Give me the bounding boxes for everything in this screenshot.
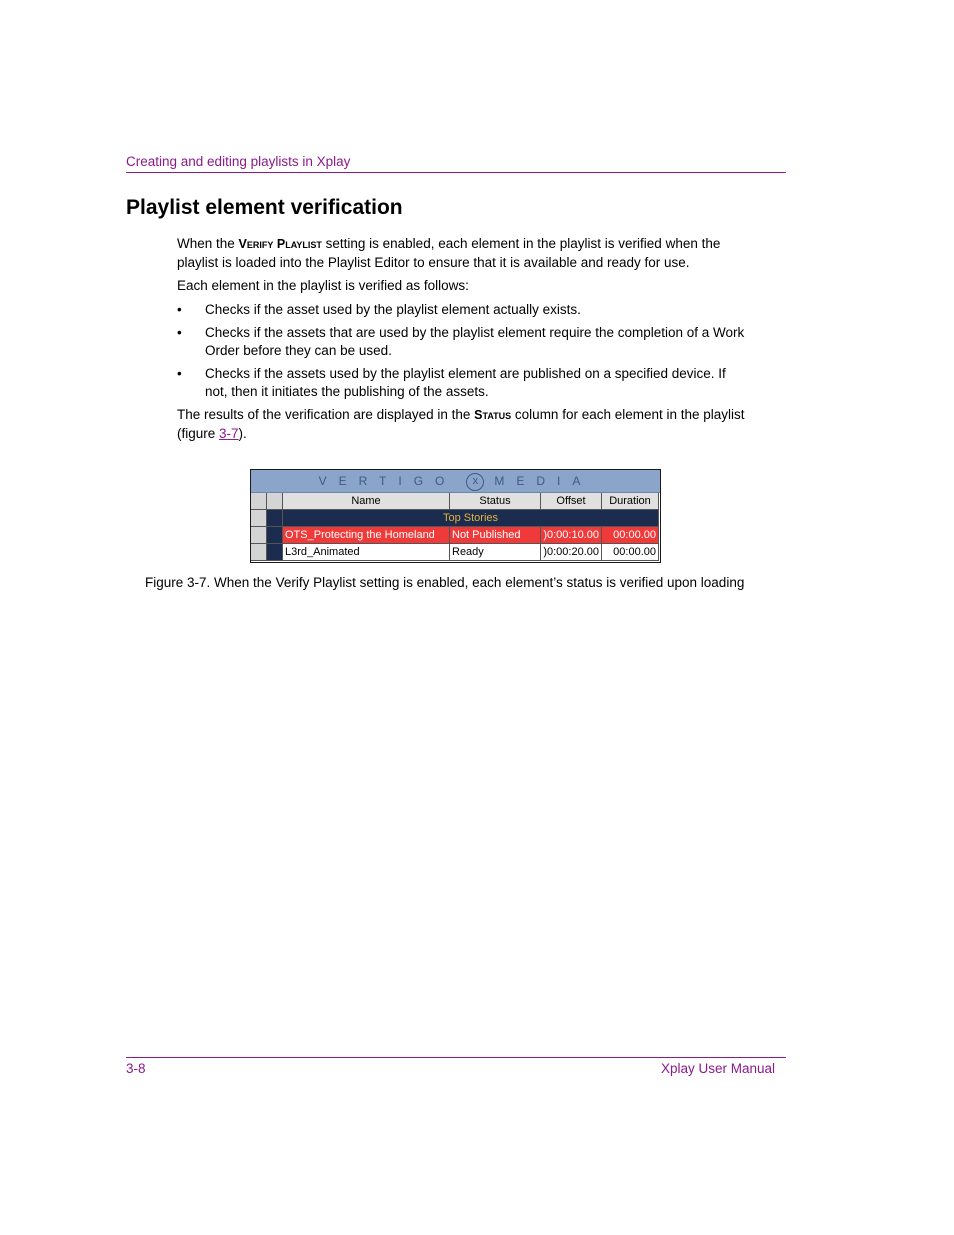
body-text [177,235,747,448]
column-header-offset[interactable]: Offset [541,493,602,510]
row-handle[interactable] [251,510,267,527]
bullet-item: • Checks if the assets used by the playlist element are published on a specified device. If not, then it initiates the publishing of the assets. [177,365,747,400]
row-duration[interactable]: 00:00.00 [602,527,659,544]
row-marker [267,544,283,561]
row-duration[interactable]: 00:00.00 [602,544,659,561]
header-rule [126,172,786,173]
p3-text-c: ). [238,425,247,441]
bullet-list [177,301,747,401]
banner-right: MEDIA [494,474,593,488]
figure-caption: Figure 3-7. When the Verify Playlist setting is enabled, each element’s status is verified upon loading [145,575,745,590]
section-title: Playlist element verification [126,196,403,219]
paragraph-1 [177,235,747,271]
page-number: 3-8 [126,1061,146,1076]
row-marker [267,510,283,527]
manual-title: Xplay User Manual [660,1061,775,1076]
row-handle[interactable] [251,544,267,561]
column-header-duration[interactable]: Duration [602,493,659,510]
paragraph-3 [177,406,747,442]
bullet-item: • Checks if the assets that are used by the playlist element require the completion of a Work Order before they can be used. [177,324,747,359]
p1-text-a: When the [177,236,239,251]
row-status[interactable]: Ready [450,544,541,561]
header-gutter [267,493,283,510]
group-row-top-stories[interactable]: Top Stories [283,510,659,527]
playlist-screenshot [250,469,661,563]
row-offset[interactable]: )0:00:10.00 [541,527,602,544]
row-name[interactable]: L3rd_Animated [283,544,450,561]
verify-playlist-term: Verify Playlist [238,237,322,251]
row-offset[interactable]: )0:00:20.00 [541,544,602,561]
column-header-status[interactable]: Status [450,493,541,510]
p3-text-b: column for each element in the playlist (figure [177,407,745,441]
running-head: Creating and editing playlists in Xplay [126,154,351,169]
paragraph-2: Each element in the playlist is verified as follows: [177,278,469,293]
playlist-grid [251,493,660,561]
footer-rule [126,1057,786,1058]
row-status[interactable]: Not Published [450,527,541,544]
row-marker [267,527,283,544]
vertigo-logo-icon: x [466,473,484,491]
p3-text-a: The results of the verification are displayed in the [177,407,475,422]
bullet-item: • Checks if the asset used by the playlist element actually exists. [177,301,747,319]
row-handle[interactable] [251,527,267,544]
column-header-name[interactable]: Name [283,493,450,510]
status-term: Status [474,408,512,422]
row-name[interactable]: OTS_Protecting the Homeland [283,527,450,544]
header-gutter [251,493,267,510]
banner-left: VERTIGO [318,474,457,488]
figure-reference-link[interactable]: 3-7 [219,425,239,441]
p1-text-b: setting is enabled, each element in the playlist is verified when the playlist is loaded into the Playlist Editor to ensure that it is available and ready for use. [177,236,721,270]
vertigo-media-banner [251,470,660,493]
